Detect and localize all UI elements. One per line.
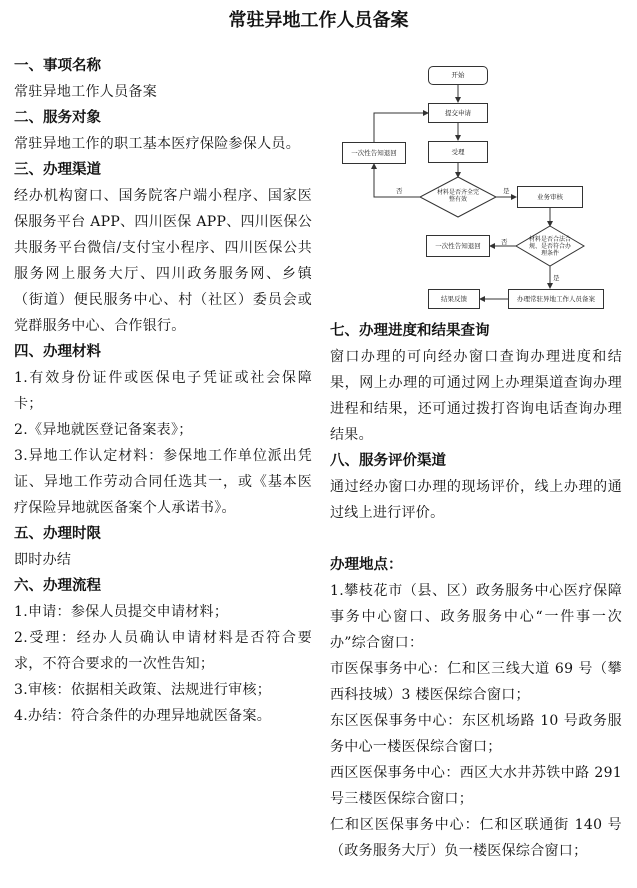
flow-start: 开始 — [428, 66, 488, 85]
section-heading-service-target: 二、服务对象 — [14, 110, 101, 126]
right-column — [330, 318, 622, 864]
flow-no-label: 否 — [396, 187, 403, 195]
flow-yes-label: 是 — [503, 187, 510, 195]
list-item: 1.攀枝花市（县、区）政务服务中心医疗保障事务中心窗口、政务服务中心“一件事一次办”综合窗口： — [330, 583, 622, 651]
list-item: 东区医保事务中心：东区机场路 10 号政务服务中心一楼医保综合窗口； — [330, 713, 622, 755]
flow-check-2-text: 材料是否合法合规、是否符合办理条件 — [528, 236, 571, 258]
section-heading-process: 六、办理流程 — [14, 578, 101, 594]
section-text-item-name: 常驻异地工作人员备案 — [14, 84, 157, 100]
flow-result: 结果反馈 — [428, 289, 480, 309]
list-item: 4.办结：符合条件的办理异地就医备案。 — [14, 708, 272, 724]
list-item: 西区医保事务中心：西区大水井苏铁中路 291 号三楼医保综合窗口； — [330, 765, 622, 807]
flow-process: 办理常驻异地工作人员备案 — [508, 289, 604, 309]
section-heading-evaluation: 八、服务评价渠道 — [330, 453, 446, 469]
section-text-service-target: 常驻异地工作的职工基本医疗保险参保人员。 — [14, 136, 300, 152]
list-item: 1.有效身份证件或医保电子凭证或社会保障卡； — [14, 370, 312, 412]
list-item: 3.审核：依据相关政策、法规进行审核； — [14, 682, 272, 698]
section-heading-time-limit: 五、办理时限 — [14, 526, 101, 542]
section-text-time-limit: 即时办结 — [14, 552, 72, 568]
flow-accept: 受理 — [428, 141, 488, 163]
page-title: 常驻异地工作人员备案 — [228, 10, 409, 31]
flow-notify-1: 一次性告知退回 — [342, 142, 406, 164]
left-column — [14, 53, 312, 729]
section-text-channels: 经办机构窗口、国务院客户端小程序、国家医保服务平台 APP、四川医保 APP、四川医保公共服务平台微信/支付宝小程序、四川医保公共服务网上服务大厅、四川政务服务网、乡镇（街道）便民服务中心、村（社区）委员会或党群服务中心、合作银行。 — [14, 188, 312, 334]
list-item: 3.异地工作认定材料：参保地工作单位派出凭证、异地工作劳动合同任选其一，或《基本医疗保险异地就医备案个人承诺书》。 — [14, 448, 312, 516]
section-heading-materials: 四、办理材料 — [14, 344, 101, 360]
flow-yes-label-2: 是 — [553, 274, 560, 282]
materials-list — [14, 365, 312, 521]
process-flowchart — [340, 62, 625, 312]
list-item: 1.申请：参保人员提交申请材料； — [14, 604, 229, 620]
flow-review: 业务审核 — [517, 186, 583, 208]
list-item: 仁和区医保事务中心：仁和区联通街 140 号（政务服务大厅）负一楼医保综合窗口； — [330, 817, 622, 859]
process-list — [14, 599, 312, 729]
list-item: 市医保事务中心：仁和区三线大道 69 号（攀西科技城）3 楼医保综合窗口； — [330, 661, 622, 703]
list-item: 2.受理：经办人员确认申请材料是否符合要求，不符合要求的一次性告知； — [14, 630, 312, 672]
section-heading-progress-query: 七、办理进度和结果查询 — [330, 323, 490, 339]
flow-notify-2: 一次性告知退回 — [426, 235, 490, 257]
locations-list — [330, 578, 622, 864]
spacer — [330, 526, 622, 552]
list-item: 2.《异地就医登记备案表》； — [14, 422, 193, 438]
section-heading-item-name: 一、事项名称 — [14, 58, 101, 74]
flow-no-label-2: 否 — [501, 238, 508, 246]
section-heading-locations: 办理地点： — [330, 557, 403, 573]
section-heading-channels: 三、办理渠道 — [14, 162, 101, 178]
section-text-progress-query: 窗口办理的可向经办窗口查询办理进度和结果，网上办理的可通过网上办理渠道查询办理进程和结果，还可通过拨打咨询电话查询办理结果。 — [330, 349, 622, 443]
flow-submit: 提交申请 — [428, 103, 488, 123]
section-text-evaluation: 通过经办窗口办理的现场评价，线上办理的通过线上进行评价。 — [330, 479, 622, 521]
flow-check-1-text: 材料是否齐全完整有效 — [436, 189, 479, 204]
